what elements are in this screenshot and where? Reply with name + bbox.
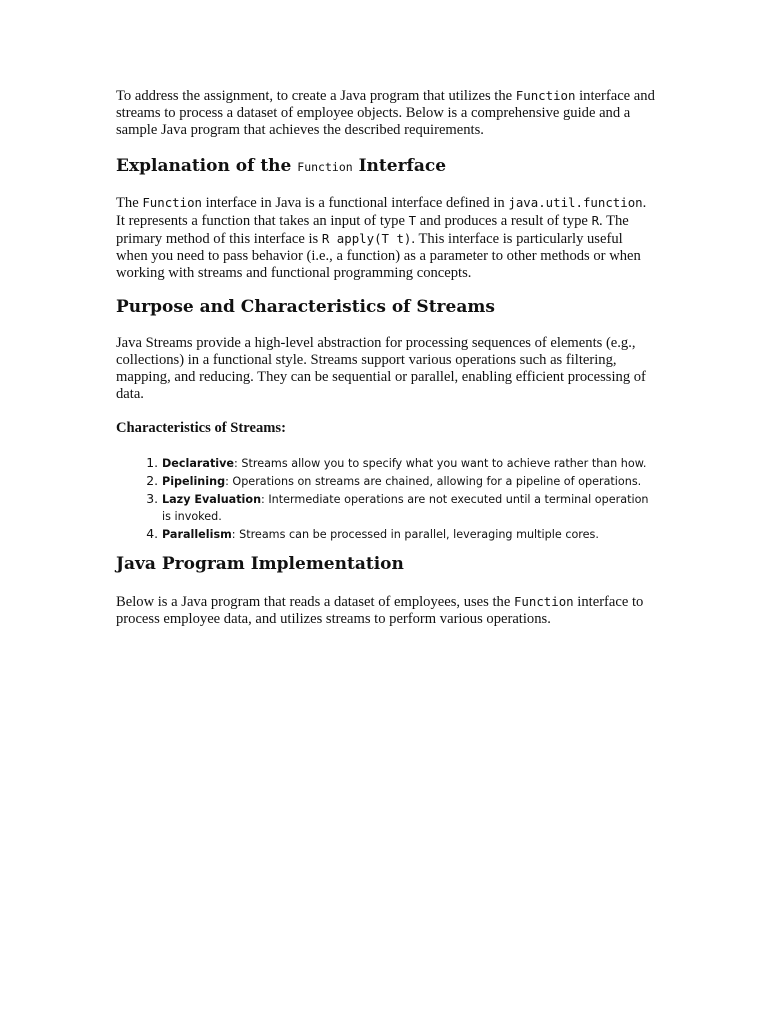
explanation-heading-post: Interface [352,156,447,176]
explanation-text-2: interface in Java is a functional interface defined in [202,195,509,211]
list-item [162,472,656,490]
streams-characteristics-list [116,454,656,543]
explanation-text-4: and produces a result of type [416,213,592,229]
list-item-term: Parallelism [162,528,232,541]
implementation-code-function: Function [513,594,574,609]
explanation-text-5: . The primary method of this interface is [116,213,629,247]
explanation-heading-pre: Explanation of the [116,156,298,176]
explanation-text-1: The [116,195,143,211]
list-item-desc: : Streams allow you to specify what you want to achieve rather than how. [234,457,647,470]
explanation-code-2: java.util.function [508,195,643,210]
explanation-heading-code: Function [297,160,353,174]
intro-text-1: To address the assignment, to create a Java program that utilizes the [116,88,516,104]
explanation-code-4: R [591,213,600,228]
explanation-code-5: R apply(T t) [321,231,412,246]
streams-paragraph: Java Streams provide a high-level abstraction for processing sequences of elements (e.g., collections) in a functional style. Streams support various operations such as filtering, mapping, and reducing. They can be sequential or parallel, enabling efficient processing of data. [116,335,646,402]
explanation-paragraph [116,194,656,282]
explanation-text-3: . It represents a function that takes an input of type [116,195,647,229]
list-item-desc: : Operations on streams are chained, allowing for a pipeline of operations. [225,475,642,488]
streams-heading: Purpose and Characteristics of Streams [116,297,495,317]
explanation-code-1: Function [142,195,203,210]
implementation-paragraph [116,593,656,628]
list-item [162,525,656,543]
intro-code-function: Function [515,88,576,103]
list-item-term: Pipelining [162,475,226,488]
implementation-text-2: interface to process employee data, and utilizes streams to perform various operations. [116,594,644,627]
list-item-desc: : Intermediate operations are not executed until a terminal operation is invoked. [162,493,649,523]
streams-characteristics-subheading: Characteristics of Streams: [116,420,286,436]
list-item [162,454,656,472]
list-item [162,490,656,525]
intro-text-2: interface and streams to process a dataset of employee objects. Below is a comprehensive guide and a sample Java program that achieves the described requirements. [116,88,655,138]
explanation-heading [116,155,656,178]
implementation-text-1: Below is a Java program that reads a dataset of employees, uses the [116,594,514,610]
list-item-desc: : Streams can be processed in parallel, leveraging multiple cores. [231,528,599,541]
list-item-term: Declarative [162,457,235,470]
list-item-term: Lazy Evaluation [162,493,262,506]
explanation-code-3: T [408,213,417,228]
intro-paragraph [116,87,656,139]
implementation-heading: Java Program Implementation [116,554,404,574]
document-content [116,87,656,628]
explanation-text-6: . This interface is particularly useful when you need to pass behavior (i.e., a function) as a parameter to other methods or when working with streams and functional programming concepts. [116,231,641,281]
